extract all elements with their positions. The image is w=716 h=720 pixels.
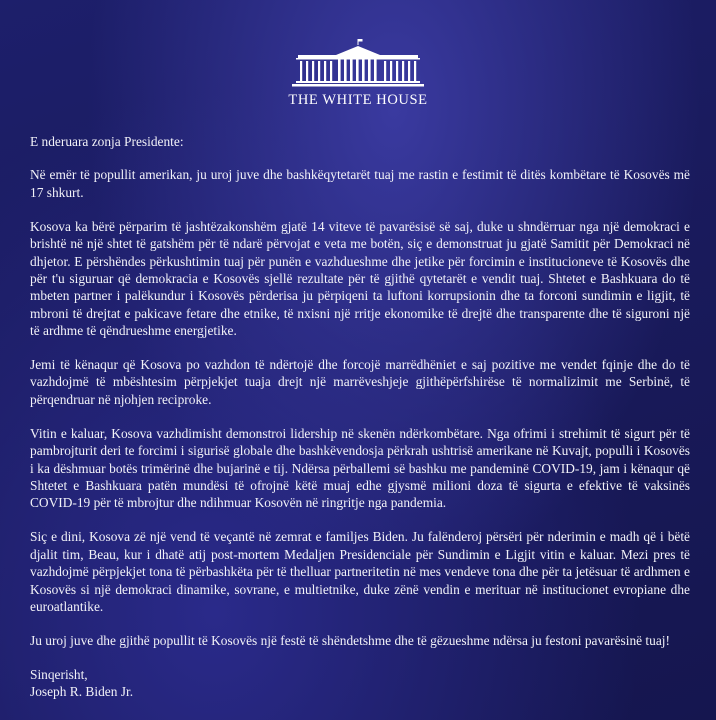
paragraph-1: Në emër të popullit amerikan, ju uroj juve dhe bashkëqytetarët tuaj me rastin e festimit të ditës kombëtare të Kosovës më 17 shkurt. — [30, 167, 690, 200]
signature: Joseph R. Biden Jr. — [30, 684, 134, 700]
paragraph-6: Ju uroj juve dhe gjithë popullit të Kosovës një festë të shëndetshme dhe të gëzueshme ndërsa ju festoni pavarësinë tuaj! — [30, 632, 670, 648]
salutation: E nderuara zonja Presidente: — [30, 134, 184, 149]
paragraph-5: Siç e dini, Kosova zë një vend të veçantë në zemrat e familjes Biden. Ju falënderoj përsëri për nderimin e madh që i bëtë djalit tim, Beau, kur i dhatë atij post-mortem Medaljen Presidenciale për Sundimin e Ligjit vitin e kaluar. Mezi pres të vazhdojmë përpjekjet tona të përbashkëta për të thelluar partneritetin në mes vendeve tona dhe për ta jetësuar të ardhmen e Kosovës si një demokraci dinamike, sovrane, e multietnike, duke zënë vendin e merituar në institucionet evropiane dhe euroatlantike. — [30, 529, 690, 614]
page-title: THE WHITE HOUSE — [288, 92, 428, 108]
closing: Sinqerisht, — [30, 666, 88, 682]
paragraph-2: Kosova ka bërë përparim të jashtëzakonshëm gjatë 14 viteve të pavarësisë së saj, duke u shndërruar nga një demokraci e brishtë në një shtet të gatshëm për të ndarë përvojat e veta me botën, siç e demonstruat ju gjatë Samitit për Demokraci në dhjetor. E përshëndes përkushtimin tuaj për punën e vazhdueshme dhe jetike për forcimin e institucioneve të Kosovës dhe për t'u siguruar që demokracia e Kosovës sjellë rezultate për të gjithë qytetarët e vendit tuaj. Shtetet e Bashkuara do të mbeten partner i palëkundur i Kosovës përderisa ju përpiqeni ta luftoni korrupsionin dhe ta forconi sundimin e ligjit, të mbroni të drejtat e pakicave fetare dhe etnike, të nxisni një rritje ekonomike të drejtë dhe transparente dhe të siguroni një të ardhme të qëndrueshme energjetike. — [30, 218, 690, 339]
paragraph-3: Jemi të kënaqur që Kosova po vazhdon të ndërtojë dhe forcojë marrëdhëniet e saj pozitive me vendet fqinje dhe do të vazhdojmë të mbështesim përpjekjet tuaja drejt një marrëveshjeje gjithëpërfshirëse të normalizimit me Serbinë, të përqendruar në njohjen reciproke. — [30, 357, 690, 407]
paragraph-4: Vitin e kaluar, Kosova vazhdimisht demonstroi lidership në skenën ndërkombëtare. Nga ofrimi i strehimit të sigurt për të pambrojturit deri te forcimi i sigurisë globale dhe bashkëvendosja përkrah ushtrisë amerikane në Kuvajt, populli i Kosovës i ka dëshmuar botës trimërinë dhe bujarinë e tij. Ndërsa përballemi së bashku me pandeminë COVID-19, jam i kënaqur që Shtetet e Bashkuara patën mundësi të ofrojnë këtë muaj edhe gjysmë milioni doza të sigurta e efektive të vaksinës COVID-19 për të mbrojtur dhe ndihmuar Kosovën në ringritje nga pandemia. — [30, 425, 690, 511]
letter-body — [30, 133, 690, 701]
letterhead — [0, 38, 716, 109]
white-house-icon — [292, 38, 424, 88]
